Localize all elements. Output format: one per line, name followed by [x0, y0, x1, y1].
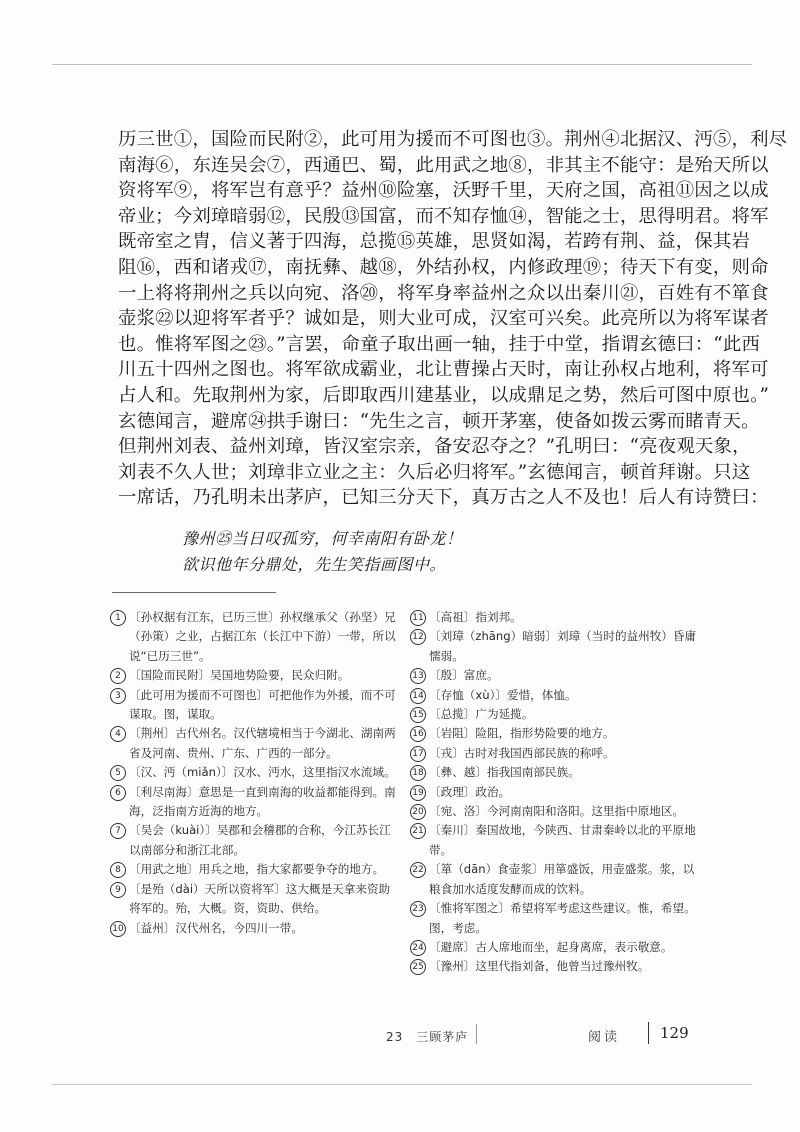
footnote-text: 〔益州〕汉代州名，今四川一带。 — [129, 920, 303, 935]
footnote-number: 18 — [410, 765, 426, 781]
footnote-text: 〔荆州〕古代州名。汉代辖境相当于今湖北、湖南两省及河南、贵州、广东、广西的一部分。 — [129, 726, 396, 760]
footnote-number: 20 — [410, 804, 426, 820]
footer-separator — [476, 1024, 477, 1044]
footer-section-label: 阅读 — [588, 1030, 621, 1045]
text-line: 既帝室之胄，信义著于四海，总揽⑮英雄，思贤如渴，若跨有荆、益，保其岩 — [118, 231, 751, 253]
footnote-text: 〔岩阻〕险阻，指形势险要的地方。 — [429, 726, 615, 741]
footnote-text: 〔戎〕古时对我国西部民族的称呼。 — [429, 745, 615, 760]
footnote-text: 〔是殆（dài）天所以资将军〕这大概是天拿来资助将军的。殆，大概。资，资助、供给。 — [129, 881, 391, 916]
footnote-number: 10 — [110, 921, 126, 937]
footnote — [110, 686, 400, 725]
text-line: 占人和。先取荆州为家，后即取西川建基业，以成鼎足之势，然后可图中原也。” — [118, 384, 770, 406]
footnote-text: 〔此可用为援而不可图也〕可把他作为外援，而不可谋取。图，谋取。 — [129, 687, 396, 722]
footnote-text: 〔箪（dān）食壶浆〕用箪盛饭，用壶盛浆。浆，以粮食加水适度发酵而成的饮料。 — [429, 862, 695, 896]
text-line: 也。惟将军图之㉓。”言罢，命童子取出画一轴，挂于中堂，指谓玄德曰：“此西 — [118, 333, 761, 355]
footnote-number: 5 — [110, 765, 126, 781]
footnote-text: 〔总揽〕广为延揽。 — [429, 707, 534, 722]
footnote-text: 〔秦川〕秦国故地，今陕西、甘肃秦岭以北的平原地带。 — [429, 823, 696, 857]
footnote — [410, 763, 700, 782]
footnote-number: 2 — [110, 668, 126, 684]
footnote-number: 14 — [410, 688, 426, 704]
footnote — [410, 666, 700, 685]
text-line: 南海⑥，东连吴会⑦，西通巴、蜀，此用武之地⑧，非其主不能守：是殆天所以 — [118, 154, 769, 176]
footnote-number: 15 — [410, 707, 426, 723]
footer-separator — [648, 1022, 649, 1044]
poem-line-2: 欲识他年分鼎处，先生笑指画图中。 — [182, 555, 447, 574]
footnote-number: 23 — [410, 901, 426, 917]
footnote-text: 〔刘璋（zhāng）暗弱〕刘璋（当时的益州牧）昏庸懦弱。 — [429, 629, 697, 663]
text-line: 一席话，乃孔明未出茅庐，已知三分天下，真万古之人不及也！后人有诗赞曰： — [118, 487, 769, 509]
footnote-text: 〔殷〕富庶。 — [429, 668, 499, 683]
footnote-number: 7 — [110, 823, 126, 839]
footnote-number: 3 — [110, 688, 126, 704]
footnote-text: 〔彝、越〕指我国南部民族。 — [429, 765, 580, 780]
footnote-number: 8 — [110, 862, 126, 878]
footer-chapter-title: 23 三顾茅庐 — [386, 1030, 469, 1044]
text-line: 壶浆㉒以迎将军者乎？诚如是，则大业可成，汉室可兴矣。此亮所以为将军谋者 — [118, 308, 769, 330]
footnote — [110, 608, 400, 666]
footnote — [410, 744, 700, 763]
footnote — [410, 899, 700, 938]
text-line: 但荆州刘表、益州刘璋，皆汉室宗亲，备安忍夺之？”孔明曰：“亮夜观天象， — [118, 436, 751, 458]
text-line: 资将军⑨，将军岂有意乎？益州⑩险塞，沃野千里，天府之国，高祖⑪因之以成 — [118, 180, 769, 202]
footnote — [410, 705, 700, 724]
footnote — [410, 608, 700, 627]
footnote-text: 〔豫州〕这里代指刘备，他曾当过豫州牧。 — [429, 959, 650, 974]
footnote — [410, 686, 700, 705]
page-number: 129 — [660, 1024, 689, 1042]
main-text — [118, 127, 788, 511]
footnote-number: 9 — [110, 882, 126, 898]
footnote — [410, 724, 700, 743]
footnote-text: 〔高祖〕指刘邦。 — [429, 610, 522, 624]
footnote — [110, 666, 400, 685]
footnote-number: 19 — [410, 785, 426, 801]
footnote — [110, 724, 400, 763]
footnote-divider — [112, 592, 276, 593]
poem-line-1: 豫州㉕当日叹孤穷，何幸南阳有卧龙！ — [182, 529, 463, 548]
footnote — [410, 783, 700, 802]
footnote-number: 4 — [110, 726, 126, 742]
footnote-number: 6 — [110, 785, 126, 801]
footnote-text: 〔利尽南海〕意思是一直到南海的收益都能得到。南海，泛指南方近海的地方。 — [129, 784, 396, 819]
footnote — [410, 860, 700, 899]
footnote-text: 〔汉、沔（miǎn）〕汉水、沔水，这里指汉水流域。 — [129, 765, 396, 780]
footnote-number: 25 — [410, 959, 426, 975]
footnote — [110, 919, 400, 938]
footnote-text: 〔存恤（xù）〕爱惜，体恤。 — [429, 687, 577, 702]
footnote — [110, 860, 400, 879]
footnote-text: 〔宛、洛〕今河南南阳和洛阳。这里指中原地区。 — [429, 804, 685, 819]
footnotes-right-column — [410, 608, 700, 977]
text-line: 玄德闻言，避席㉔拱手谢曰：“先生之言，顿开茅塞，使备如拨云雾而睹青天。 — [118, 410, 760, 432]
footnote-number: 16 — [410, 726, 426, 742]
footnote-number: 21 — [410, 823, 426, 839]
text-line: 川五十四州之图也。将军欲成霸业，北让曹操占天时，南让孙权占地利，将军可 — [118, 359, 769, 381]
footnote-number: 12 — [410, 629, 426, 645]
footnote — [410, 627, 700, 666]
footnote — [410, 938, 700, 957]
footnotes-left-column — [110, 608, 400, 938]
footnote-number: 13 — [410, 668, 426, 684]
footnote-text: 〔孙权据有江东，已历三世〕孙权继承父（孙坚）兄（孙策）之业，占据江东（长江中下游）一带，所以说“已历三世”。 — [129, 610, 396, 663]
footnote-text: 〔国险而民附〕吴国地势险要，民众归附。 — [129, 668, 350, 683]
footnote-text: 〔惟将军图之〕希望将军考虑这些建议。惟，希望。图，考虑。 — [429, 901, 696, 935]
text-line: 刘表不久人世；刘璋非立业之主：久后必归将军。”玄德闻言，顿首拜谢。只这 — [118, 461, 751, 483]
main-paragraph — [118, 127, 788, 511]
footnote-text: 〔避席〕古人席地而坐，起身离席，表示敬意。 — [429, 939, 673, 954]
text-line: 阻⑯，西和诸戎⑰，南抚彝、越⑱，外结孙权，内修政理⑲；待天下有变，则命 — [118, 256, 769, 278]
footnote — [410, 821, 700, 860]
bottom-rule — [52, 1084, 752, 1085]
footnote — [110, 880, 400, 919]
footnote-number: 17 — [410, 746, 426, 762]
text-line: 历三世①，国险而民附②，此可用为援而不可图也③。荆州④北据汉、沔⑤，利尽 — [118, 129, 788, 150]
footnote-text: 〔吴会（kuài）〕吴郡和会稽郡的合称，今江苏长江以南部分和浙江北部。 — [129, 823, 391, 857]
footnote — [410, 957, 700, 976]
footnote — [110, 821, 400, 860]
footnote-number: 22 — [410, 862, 426, 878]
footnote — [110, 763, 400, 782]
top-rule — [52, 64, 752, 65]
footnote-text: 〔政理〕政治。 — [429, 784, 511, 799]
footnote — [410, 802, 700, 821]
text-line: 一上将将荆州之兵以向宛、洛⑳，将军身率益州之众以出秦川㉑，百姓有不箪食 — [118, 282, 769, 304]
footnote-text: 〔用武之地〕用兵之地，指大家都要争夺的地方。 — [129, 862, 385, 877]
footnote — [110, 783, 400, 822]
footnote-number: 11 — [410, 610, 426, 626]
footnote-number: 24 — [410, 940, 426, 956]
poem — [182, 526, 662, 578]
footnote-number: 1 — [110, 610, 126, 626]
text-line: 帝业；今刘璋暗弱⑫，民殷⑬国富，而不知存恤⑭，智能之士，思得明君。将军 — [118, 205, 769, 227]
